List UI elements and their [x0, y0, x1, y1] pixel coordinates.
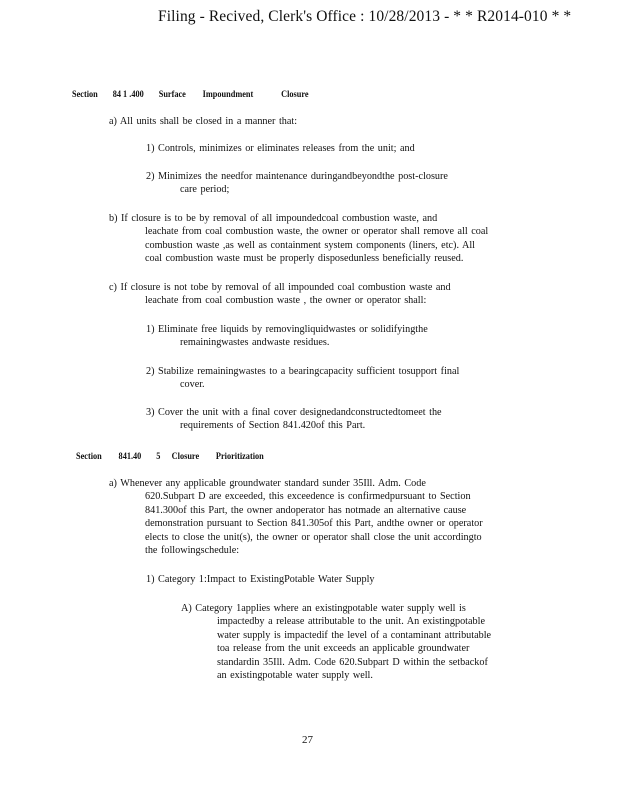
text-line: coal combustion waste must be properly disposedunless beneficially reused. [145, 253, 464, 265]
text-line: elects to close the unit(s), the owner or operator shall close the unit accordingto [145, 531, 482, 543]
text-line: care period; [180, 184, 230, 196]
text-line: 1) Eliminate free liquids by removingliquidwastes or solidifyingthe [146, 324, 428, 335]
section-heading-841-405 [76, 451, 264, 461]
section-title-word: Surface [158, 89, 186, 99]
text-line: standardin 35Ill. Adm. Code 620.Subpart D within the setbackof [217, 656, 488, 668]
text-line: combustion waste ,as well as containment system components (liners, etc). All [145, 239, 475, 251]
text-line: an existingpotable water supply well. [217, 670, 373, 682]
item-1-category: 1) Category 1:Impact to ExistingPotable Water Supply [146, 574, 375, 585]
text-line: remainingwastes andwaste residues. [180, 337, 330, 349]
paragraph-whenever [109, 477, 483, 557]
text-line: b) If closure is to be by removal of all impoundedcoal combustion waste, and [109, 213, 438, 224]
section-title-word: Impoundment [202, 89, 254, 99]
section-label: Section [76, 451, 102, 461]
section-title-word: Closure [281, 89, 309, 99]
text-line: 620.Subpart D are exceeded, this exceedence is confirmedpursuant to Section [145, 491, 471, 503]
filing-header: Filing - Recived, Clerk's Office : 10/28/2013 - * * R2014-010 * * [158, 8, 572, 25]
paragraph-a: a) All units shall be closed in a manner that: [109, 116, 298, 127]
text-line: leachate from coal combustion waste , the owner or operator shall: [145, 295, 427, 307]
text-line: water supply is impactedif the level of a contaminant attributable [217, 629, 492, 641]
section-label: Section [72, 89, 98, 99]
text-line: a) Whenever any applicable groundwater standard sunder 35Ill. Adm. Code [109, 478, 426, 489]
text-line: impactedby a release attributable to the unit. An existingpotable [217, 616, 485, 628]
text-line: 2) Minimizes the needfor maintenance duringandbeyondthe post-closure [146, 171, 448, 182]
text-line: cover. [180, 379, 205, 391]
section-number-suffix: 5 [156, 451, 161, 461]
text-line: 3) Cover the unit with a final cover designedandconstructedtomeet the [146, 407, 442, 418]
text-line: toa release from the unit exceeds an applicable groundwater [217, 643, 470, 655]
item-1-eliminate [146, 323, 428, 350]
section-title-word: Closure [171, 451, 200, 461]
paragraph-b [109, 212, 488, 266]
item-3-cover [146, 406, 442, 433]
section-title-word: Prioritization [215, 451, 264, 461]
item-a-category-1 [181, 602, 491, 682]
item-1-controls: 1) Controls, minimizes or eliminates releases from the unit; and [146, 143, 415, 154]
text-line: 2) Stabilize remainingwastes to a bearingcapacity sufficient tosupport final [146, 366, 460, 377]
paragraph-c [109, 281, 451, 308]
page-number: 27 [302, 734, 313, 746]
section-number: 84 1 .400 [112, 89, 144, 99]
text-line: the followingschedule: [145, 545, 240, 557]
text-line: requirements of Section 841.420of this Part. [180, 420, 366, 432]
text-line: leachate from coal combustion waste, the owner or operator shall remove all coal [145, 226, 489, 238]
section-number: 841.40 [118, 451, 142, 461]
text-line: c) If closure is not tobe by removal of all impounded coal combustion waste and [109, 282, 451, 293]
section-heading-841-400 [72, 89, 309, 99]
text-line: A) Category 1applies where an existingpotable water supply well is [181, 603, 466, 614]
item-2-minimizes [146, 170, 448, 197]
item-2-stabilize [146, 365, 459, 392]
text-line: 841.300of this Part, the owner andoperator has notmade an alternative cause [145, 504, 467, 516]
text-line: demonstration pursuant to Section 841.305of this Part, andthe owner or operator [145, 518, 483, 530]
